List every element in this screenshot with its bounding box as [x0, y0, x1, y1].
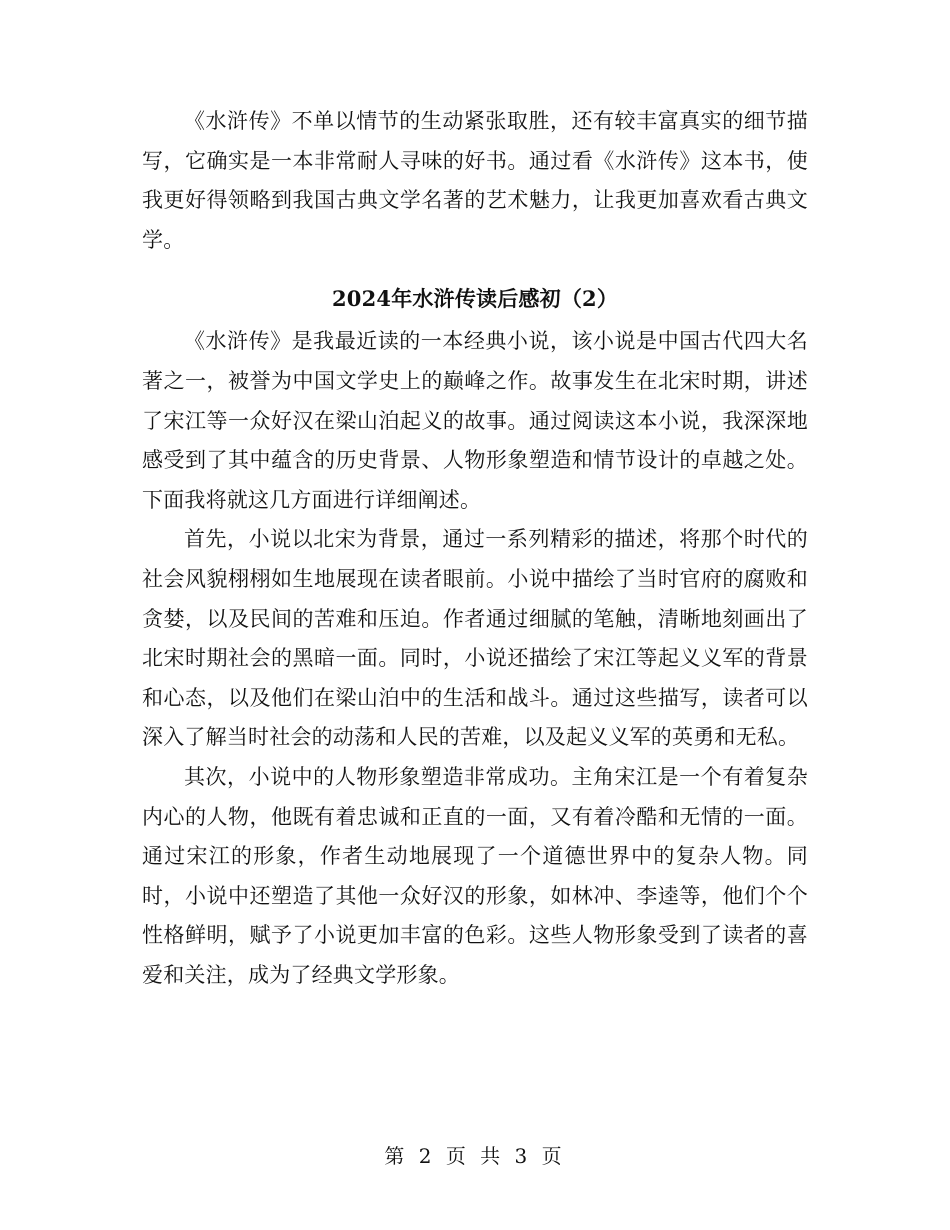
body-paragraph-3: 其次，小说中的人物形象塑造非常成功。主角宋江是一个有着复杂内心的人物，他既有着忠诚和正直的一面，又有着冷酷和无情的一面。通过宋江的形象，作者生动地展现了一个道德世界中的复杂人物。同时，小说中还塑造了其他一众好汉的形象，如林冲、李逵等，他们个个性格鲜明，赋予了小说更加丰富的色彩。这些人物形象受到了读者的喜爱和关注，成为了经典文学形象。 — [142, 764, 808, 987]
body-paragraph-2: 首先，小说以北宋为背景，通过一系列精彩的描述，将那个时代的社会风貌栩栩如生地展现在读者眼前。小说中描绘了当时官府的腐败和贪婪，以及民间的苦难和压迫。作者通过细腻的笔触，清晰地刻画出了北宋时期社会的黑暗一面。同时，小说还描绘了宋江等起义义军的背景和心态，以及他们在梁山泊中的生活和战斗。通过这些描写，读者可以深入了解当时社会的动荡和人民的苦难，以及起义义军的英勇和无私。 — [142, 527, 808, 750]
body-paragraph-1: 《水浒传》是我最近读的一本经典小说，该小说是中国古代四大名著之一，被誉为中国文学史上的巅峰之作。故事发生在北宋时期，讲述了宋江等一众好汉在梁山泊起义的故事。通过阅读这本小说，我深深地感受到了其中蕴含的历史背景、人物形象塑造和情节设计的卓越之处。下面我将就这几方面进行详细阐述。 — [142, 329, 808, 512]
section-title: 2024年水浒传读后感初（2） — [331, 286, 619, 312]
document-body — [142, 102, 808, 995]
page-number-footer: 第 2 页 共 3 页 — [384, 1144, 566, 1168]
intro-paragraph: 《水浒传》不单以情节的生动紧张取胜，还有较丰富真实的细节描写，它确实是一本非常耐人寻味的好书。通过看《水浒传》这本书，使我更好得领略到我国古典文学名著的艺术魅力，让我更加喜欢看古典文学。 — [142, 109, 808, 252]
